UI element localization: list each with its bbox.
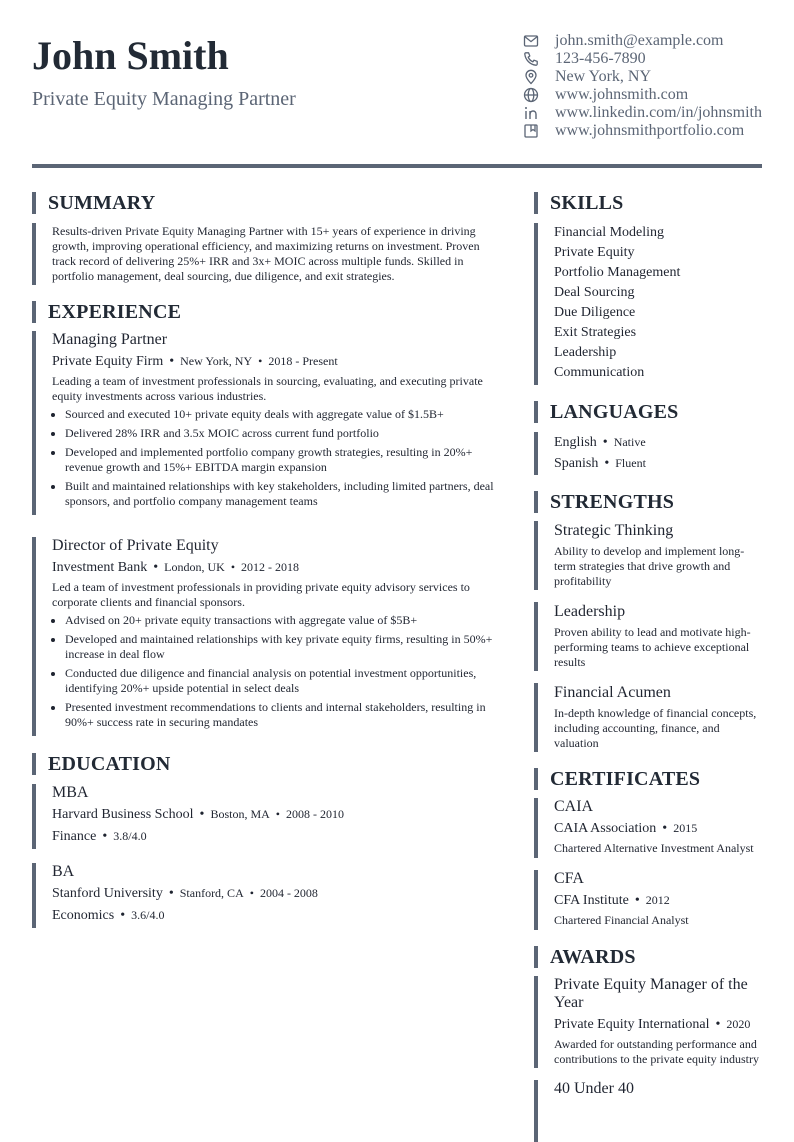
certificate-title: CFA: [554, 870, 584, 887]
job-location: London, UK: [164, 560, 225, 574]
contact-location: [522, 68, 762, 86]
language-item: [554, 432, 762, 453]
email-icon: [522, 32, 540, 50]
certificate-meta: [554, 891, 762, 910]
summary-text: Results-driven Private Equity Managing Partner with 15+ years of experience in driving growth, improving operational efficiency, and maximizing returns on investment. Proven track record of delivering 25%+ IRR and 3x+ MOIC across multiple funds. Skilled in portfolio management, deal sourcing, due diligence, and exit strategies.: [32, 223, 502, 285]
job-company: Private Equity Firm: [52, 354, 164, 369]
experience-entry: [32, 331, 502, 515]
award-issuer: Private Equity International: [554, 1017, 710, 1032]
strength-entry: [534, 683, 762, 752]
separator-dot: •: [662, 821, 668, 836]
separator-dot: •: [602, 435, 608, 450]
language-name: English: [554, 435, 597, 450]
separator-dot: •: [230, 560, 236, 574]
job-bullet: • Sourced and executed 10+ private equity deals with aggregate value of $1.5B+: [65, 407, 502, 422]
education-heading: EDUCATION: [32, 753, 502, 775]
education-gpa: 3.6/4.0: [131, 908, 165, 922]
education-school: Harvard Business School: [52, 807, 194, 822]
award-title: 40 Under 40: [554, 1080, 634, 1097]
skill-item: Financial Modeling: [554, 225, 665, 240]
separator-dot: •: [249, 886, 254, 900]
strength-title: Financial Acumen: [554, 684, 671, 701]
job-bullet: • Presented investment recommendations to clients and internal stakeholders, resulting in 90%+ success rate in securing mandates: [65, 700, 502, 730]
globe-icon: [522, 86, 540, 104]
education-degree: MBA: [52, 784, 89, 801]
skill-item: Communication: [554, 365, 645, 380]
skill-item: Due Diligence: [554, 305, 636, 320]
separator-dot: •: [275, 807, 280, 821]
skill-item: Exit Strategies: [554, 325, 637, 340]
contact-portfolio[interactable]: [522, 122, 762, 140]
job-dates: 2012 - 2018: [241, 560, 300, 574]
education-field: Economics: [52, 908, 115, 923]
education-location: Boston, MA: [210, 807, 270, 821]
separator-dot: •: [199, 807, 205, 822]
separator-dot: •: [634, 893, 640, 908]
experience-entry: [32, 537, 502, 736]
separator-dot: •: [102, 829, 108, 844]
education-entry: [32, 863, 502, 928]
language-name: Spanish: [554, 456, 599, 471]
education-location: Stanford, CA: [179, 886, 244, 900]
job-company: Investment Bank: [52, 560, 148, 575]
header-divider: [32, 164, 762, 168]
candidate-name: John Smith: [32, 33, 229, 78]
certificate-year: 2012: [645, 893, 670, 907]
strength-description: Ability to develop and implement long-term strategies that drive growth and profitability: [554, 544, 745, 588]
job-location: New York, NY: [180, 354, 253, 368]
separator-dot: •: [258, 354, 263, 368]
skill-item: Leadership: [554, 345, 617, 360]
contact-website-text: www.johnsmith.com: [555, 86, 689, 103]
job-bullets: [52, 407, 502, 509]
job-bullet: • Developed and implemented portfolio company growth strategies, resulting in 20%+ revenue growth and 15%+ EBITDA margin expansion: [65, 445, 502, 475]
contact-phone[interactable]: [522, 50, 762, 68]
award-meta: [554, 1015, 762, 1034]
strengths-heading: STRENGTHS: [534, 491, 762, 513]
skill-item: Deal Sourcing: [554, 285, 635, 300]
certificate-entry: [534, 798, 762, 858]
job-bullet: • Developed and maintained relationships with key private equity firms, resulting in 50%+ increase in deal flow: [65, 632, 502, 662]
award-entry: [534, 976, 762, 1068]
portfolio-icon: [522, 122, 540, 140]
location-icon: [522, 68, 540, 86]
job-title: Director of Private Equity: [52, 537, 219, 554]
contact-linkedin[interactable]: [522, 104, 762, 122]
job-bullet: • Advised on 20+ private equity transactions with aggregate value of $5B+: [65, 613, 502, 628]
phone-icon: [522, 50, 540, 68]
certificate-description: Chartered Alternative Investment Analyst: [554, 841, 754, 855]
left-column: [32, 192, 502, 928]
certificate-issuer: CAIA Association: [554, 821, 657, 836]
contact-linkedin-text: www.linkedin.com/in/johnsmith: [555, 104, 762, 121]
education-meta: [52, 884, 502, 903]
education-field-row: [52, 827, 502, 846]
education-school: Stanford University: [52, 886, 163, 901]
separator-dot: •: [120, 908, 126, 923]
skills-heading: SKILLS: [534, 192, 762, 214]
separator-dot: •: [153, 560, 159, 575]
certificate-issuer: CFA Institute: [554, 893, 629, 908]
contact-portfolio-text: www.johnsmithportfolio.com: [555, 122, 745, 139]
job-title: Managing Partner: [52, 331, 168, 348]
separator-dot: •: [715, 1017, 721, 1032]
contact-website[interactable]: [522, 86, 762, 104]
strength-title: Strategic Thinking: [554, 522, 674, 539]
education-entry: [32, 784, 502, 849]
certificates-heading: CERTIFICATES: [534, 768, 762, 790]
job-meta: [52, 352, 502, 371]
strength-description: Proven ability to lead and motivate high-performing teams to achieve exceptional results: [554, 625, 751, 669]
education-field-row: [52, 906, 502, 925]
skill-item: Private Equity: [554, 245, 635, 260]
award-year: 2020: [726, 1017, 751, 1031]
job-meta: [52, 558, 502, 577]
contact-list: [522, 32, 762, 140]
skill-item: Portfolio Management: [554, 265, 681, 280]
job-description: Led a team of investment professionals in providing private equity advisory services to corporate clients and financial sponsors.: [52, 580, 470, 609]
language-level: Fluent: [615, 456, 646, 470]
award-entry: [534, 1080, 762, 1142]
contact-phone-text: 123-456-7890: [555, 50, 646, 67]
contact-email[interactable]: [522, 32, 762, 50]
awards-heading: AWARDS: [534, 946, 762, 968]
job-bullet: • Conducted due diligence and financial analysis on potential investment opportunities, identifying 20%+ upside potential in select deals: [65, 666, 502, 696]
language-item: [554, 453, 762, 474]
summary-heading: SUMMARY: [32, 192, 502, 214]
job-bullet: • Delivered 28% IRR and 3.5x MOIC across current fund portfolio: [65, 426, 502, 441]
strength-entry: [534, 602, 762, 671]
education-degree: BA: [52, 863, 75, 880]
skills-list: [534, 223, 762, 385]
languages-list: [534, 432, 762, 475]
certificate-description: Chartered Financial Analyst: [554, 913, 689, 927]
certificate-entry: [534, 870, 762, 930]
education-dates: 2008 - 2010: [286, 807, 344, 821]
job-dates: 2018 - Present: [268, 354, 338, 368]
strength-description: In-depth knowledge of financial concepts, including accounting, finance, and valuation: [554, 706, 757, 750]
job-bullets: [52, 613, 502, 730]
job-bullet: • Built and maintained relationships with key stakeholders, including limited partners, deal sponsors, and portfolio company management teams: [65, 479, 502, 509]
languages-heading: LANGUAGES: [534, 401, 762, 423]
education-gpa: 3.8/4.0: [113, 829, 147, 843]
certificate-year: 2015: [673, 821, 698, 835]
education-dates: 2004 - 2008: [259, 886, 318, 900]
language-level: Native: [613, 435, 646, 449]
education-meta: [52, 805, 502, 824]
certificate-meta: [554, 819, 762, 838]
experience-heading: EXPERIENCE: [32, 301, 502, 323]
right-column: [534, 192, 762, 1142]
separator-dot: •: [604, 456, 610, 471]
separator-dot: •: [169, 354, 175, 369]
strength-entry: [534, 521, 762, 590]
contact-email-text: john.smith@example.com: [555, 32, 724, 49]
education-field: Finance: [52, 829, 97, 844]
linkedin-icon: [522, 104, 540, 122]
strength-title: Leadership: [554, 603, 626, 620]
award-description: Awarded for outstanding performance and contributions to the private equity industry: [554, 1037, 759, 1066]
certificate-title: CAIA: [554, 798, 594, 815]
separator-dot: •: [168, 886, 174, 901]
contact-location-text: New York, NY: [555, 68, 652, 85]
job-description: Leading a team of investment professionals in sourcing, evaluating, and executing private equity investments across various industries.: [52, 374, 483, 403]
award-title: Private Equity Manager of the Year: [554, 976, 748, 1011]
candidate-title: Private Equity Managing Partner: [32, 88, 296, 110]
